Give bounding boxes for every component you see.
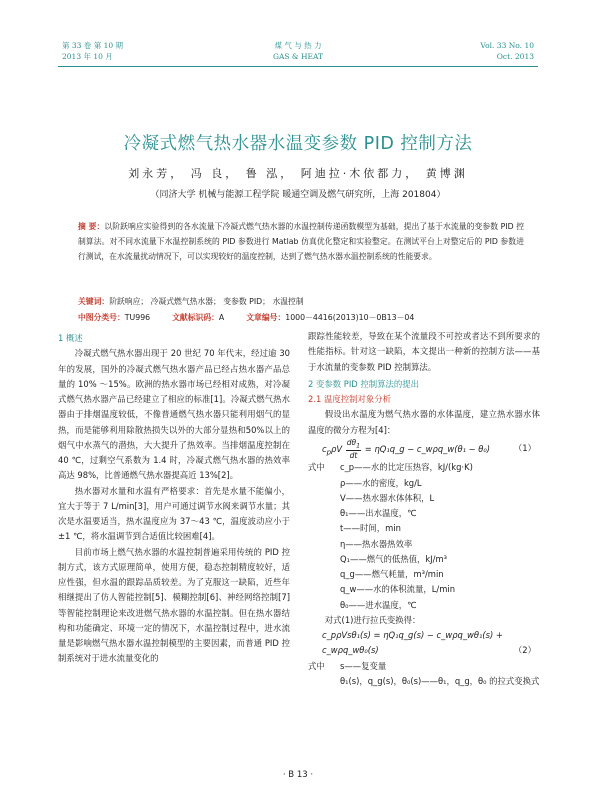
article-number	[246, 310, 414, 325]
equation-2-line1	[308, 628, 540, 643]
paragraph: 跟踪性能较差，导致在某个流量段不可控或者达不到所要求的性能指标。针对这一缺陷，本文提出一种新的控制方法——基于水流量的变参数 PID 控制算法。	[308, 331, 540, 372]
equation-1	[308, 438, 540, 461]
keywords-label: 关键词：	[78, 297, 110, 306]
journal-volume-info-en	[480, 40, 534, 62]
paragraph: 目前市场上燃气热水器的水温控制普遍采用传统的 PID 控制方式，该方式原理简单，使用方便，稳态控制精度较好，适应性强，但水温的跟踪品质较差。为了克服这一缺陷，近些年相继提出了仿人智能控制[5]、模糊控制[6]、神经网络控制[7]等智能控制理论来改进燃气热水器的水温控制。但在热水器结构和功能确定、环境一定的情况下，水温控制过程中，进水流量是影响燃气热水器水温控制模型的主要因素，而普通 PID 控制系统对于进水流量变化的	[58, 546, 290, 664]
definition-item: t——时间，min	[340, 523, 401, 534]
abstract	[78, 219, 524, 265]
journal-name-en: GAS & HEAT	[272, 52, 323, 61]
body-right-column	[308, 329, 540, 689]
issue-date: 2013 年 10 月	[62, 52, 113, 61]
body-left-column	[58, 329, 290, 667]
symbol-definitions-2	[308, 659, 540, 690]
doc-code-value: A	[218, 313, 225, 322]
document-code	[172, 310, 224, 325]
definition-row	[308, 659, 540, 674]
affiliation: （同济大学 机械与能源工程学院 暖通空调及燃气研究所，上海 201804）	[150, 190, 446, 200]
author-list: 刘永芳， 冯 良， 鲁 泓， 阿迪拉·木依都力， 黄博渊	[128, 167, 468, 180]
derivative-fraction: $\frac{d\theta_1}{dt}$	[346, 437, 361, 461]
equation-1-number: （1）	[513, 443, 536, 454]
paragraph: 假设出水温度为燃气热水器的水体温度，建立热水器水体温度的微分方程为[4]：	[308, 409, 540, 435]
equation-1-body: $c_p\rho V$ $\frac{d\theta_1}{dt}$ = ηQ₁q_g − c_wρq_w(θ₁ − θ₀)	[322, 437, 491, 461]
section-heading-algorithm: 2 变参数 PID 控制算法的提出	[308, 378, 420, 389]
clc-value: TU996	[124, 313, 151, 322]
definition-item: s——复变量	[340, 660, 387, 671]
definition-item: q_w——水的体积流量，L/min	[340, 584, 456, 595]
volume-issue: 第 33 卷 第 10 期	[62, 41, 124, 50]
symbol-definitions	[308, 460, 540, 613]
defs-intro: 式中	[308, 660, 325, 671]
abstract-label: 摘 要：	[78, 222, 105, 231]
paragraph: 对式(1)进行拉氏变换得：	[324, 614, 421, 625]
doc-code-label: 文献标识码：	[172, 313, 219, 322]
definition-row	[308, 460, 540, 475]
journal-name-cn: 煤 气 与 热 力	[274, 41, 322, 50]
definition-item: V——热水器水体体积，L	[340, 492, 435, 503]
definition-item: c_p——水的比定压热容，kJ/(kg·K)	[340, 462, 473, 473]
keywords	[78, 294, 524, 309]
paragraph: 冷凝式燃气热水器出现于 20 世纪 70 年代末，经过逾 30 年的发展，国外的冷凝式燃气热水器产品已经占热水器产品总量的 10% ～15%。欧洲的热水器市场已经相对成熟，对冷凝式燃气热水器产品已经建立了相应的标准[1]。冷凝式燃气热水器由于排烟温度较低，不像普通燃气热水器只能利用烟气的显热，而是能够利用除散热损失以外的大部分显热和50%以上的烟气中水蒸气的潜热，大大提升了热效率。当排烟温度控制在 40 ℃，过剩空气系数为 1.4 时，冷凝式燃气热水器的热效率高达 98%，比普通燃气热水器提高近 13%[2]。	[58, 348, 290, 481]
classification-line	[78, 310, 524, 325]
definition-item: θ₀——进水温度，℃	[340, 599, 417, 610]
clc-label: 中图分类号：	[78, 313, 125, 322]
clc-number	[78, 310, 150, 325]
article-number-value: 1000－4416(2013)10－0B13－04	[285, 313, 415, 322]
paragraph: 热水器对水量和水温有严格要求：首先是水量不能偏小，宜大于等于 7 L/min[3]，用户可通过调节水阀来调节水量；其次是水温要适当，热水温度应为 37～43 ℃，温度波动应小于 ±1 ℃，将水温调节到合适值比较困难[4]。	[58, 485, 290, 542]
defs-intro: 式中	[308, 462, 325, 473]
definition-item: Q₁——燃气的低热值，kJ/m³	[340, 553, 447, 564]
volume-issue-en: Vol. 33 No. 10	[480, 41, 534, 50]
article-number-label: 文章编号：	[246, 313, 286, 322]
keywords-text: 阶跃响应； 冷凝式燃气热水器； 变参数 PID； 水温控制	[109, 297, 304, 306]
definition-item: θ₁——出水温度，℃	[340, 508, 417, 519]
abstract-text: 以阶跃响应实验得到的各水流量下冷凝式燃气热水器的水温控制传递函数模型为基础，提出了基于水流量的变参数 PID 控制算法。对不同水流量下水温控制系统的 PID 参数进行 Matlab 仿真优化整定和实验整定。在测试平台上对整定后的 PID 参数进行测试，在水流量扰动情况下，可以实现较好的温度控制，达到了燃气热水器水温控制系统的性能要求。	[78, 222, 524, 262]
definition-item: ρ——水的密度，kg/L	[340, 477, 422, 488]
issue-date-en: Oct. 2013	[496, 52, 534, 61]
section-heading-overview: 1 概述	[58, 333, 83, 343]
header-divider	[58, 66, 538, 67]
equation-1-rhs: = ηQ₁q_g − c_wρq_w(θ₁ − θ₀)	[364, 443, 491, 454]
equation-2-text: c_pρVsθ₁(s) = ηQ₁q_g(s) − c_wρq_wθ₁(s) +	[322, 630, 503, 641]
definition-item: q_g——燃气耗量，m³/min	[340, 569, 444, 580]
equation-2-line2	[308, 643, 540, 658]
definition-item: θ₁(s)，q_g(s)，θ₀(s)——θ₁，q_g，θ₀ 的拉式变换式	[340, 675, 540, 686]
equation-2-number: （2）	[513, 645, 536, 656]
equation-2-text-cont: c_wρq_wθ₀(s)	[322, 645, 379, 656]
subsection-heading: 2.1 温度控制对象分析	[308, 394, 391, 404]
paper-title: 冷凝式燃气热水器水温变参数 PID 控制方法	[123, 134, 473, 154]
definition-item: η——热水器热效率	[340, 538, 413, 549]
page-number: · B 13 ·	[282, 770, 314, 780]
